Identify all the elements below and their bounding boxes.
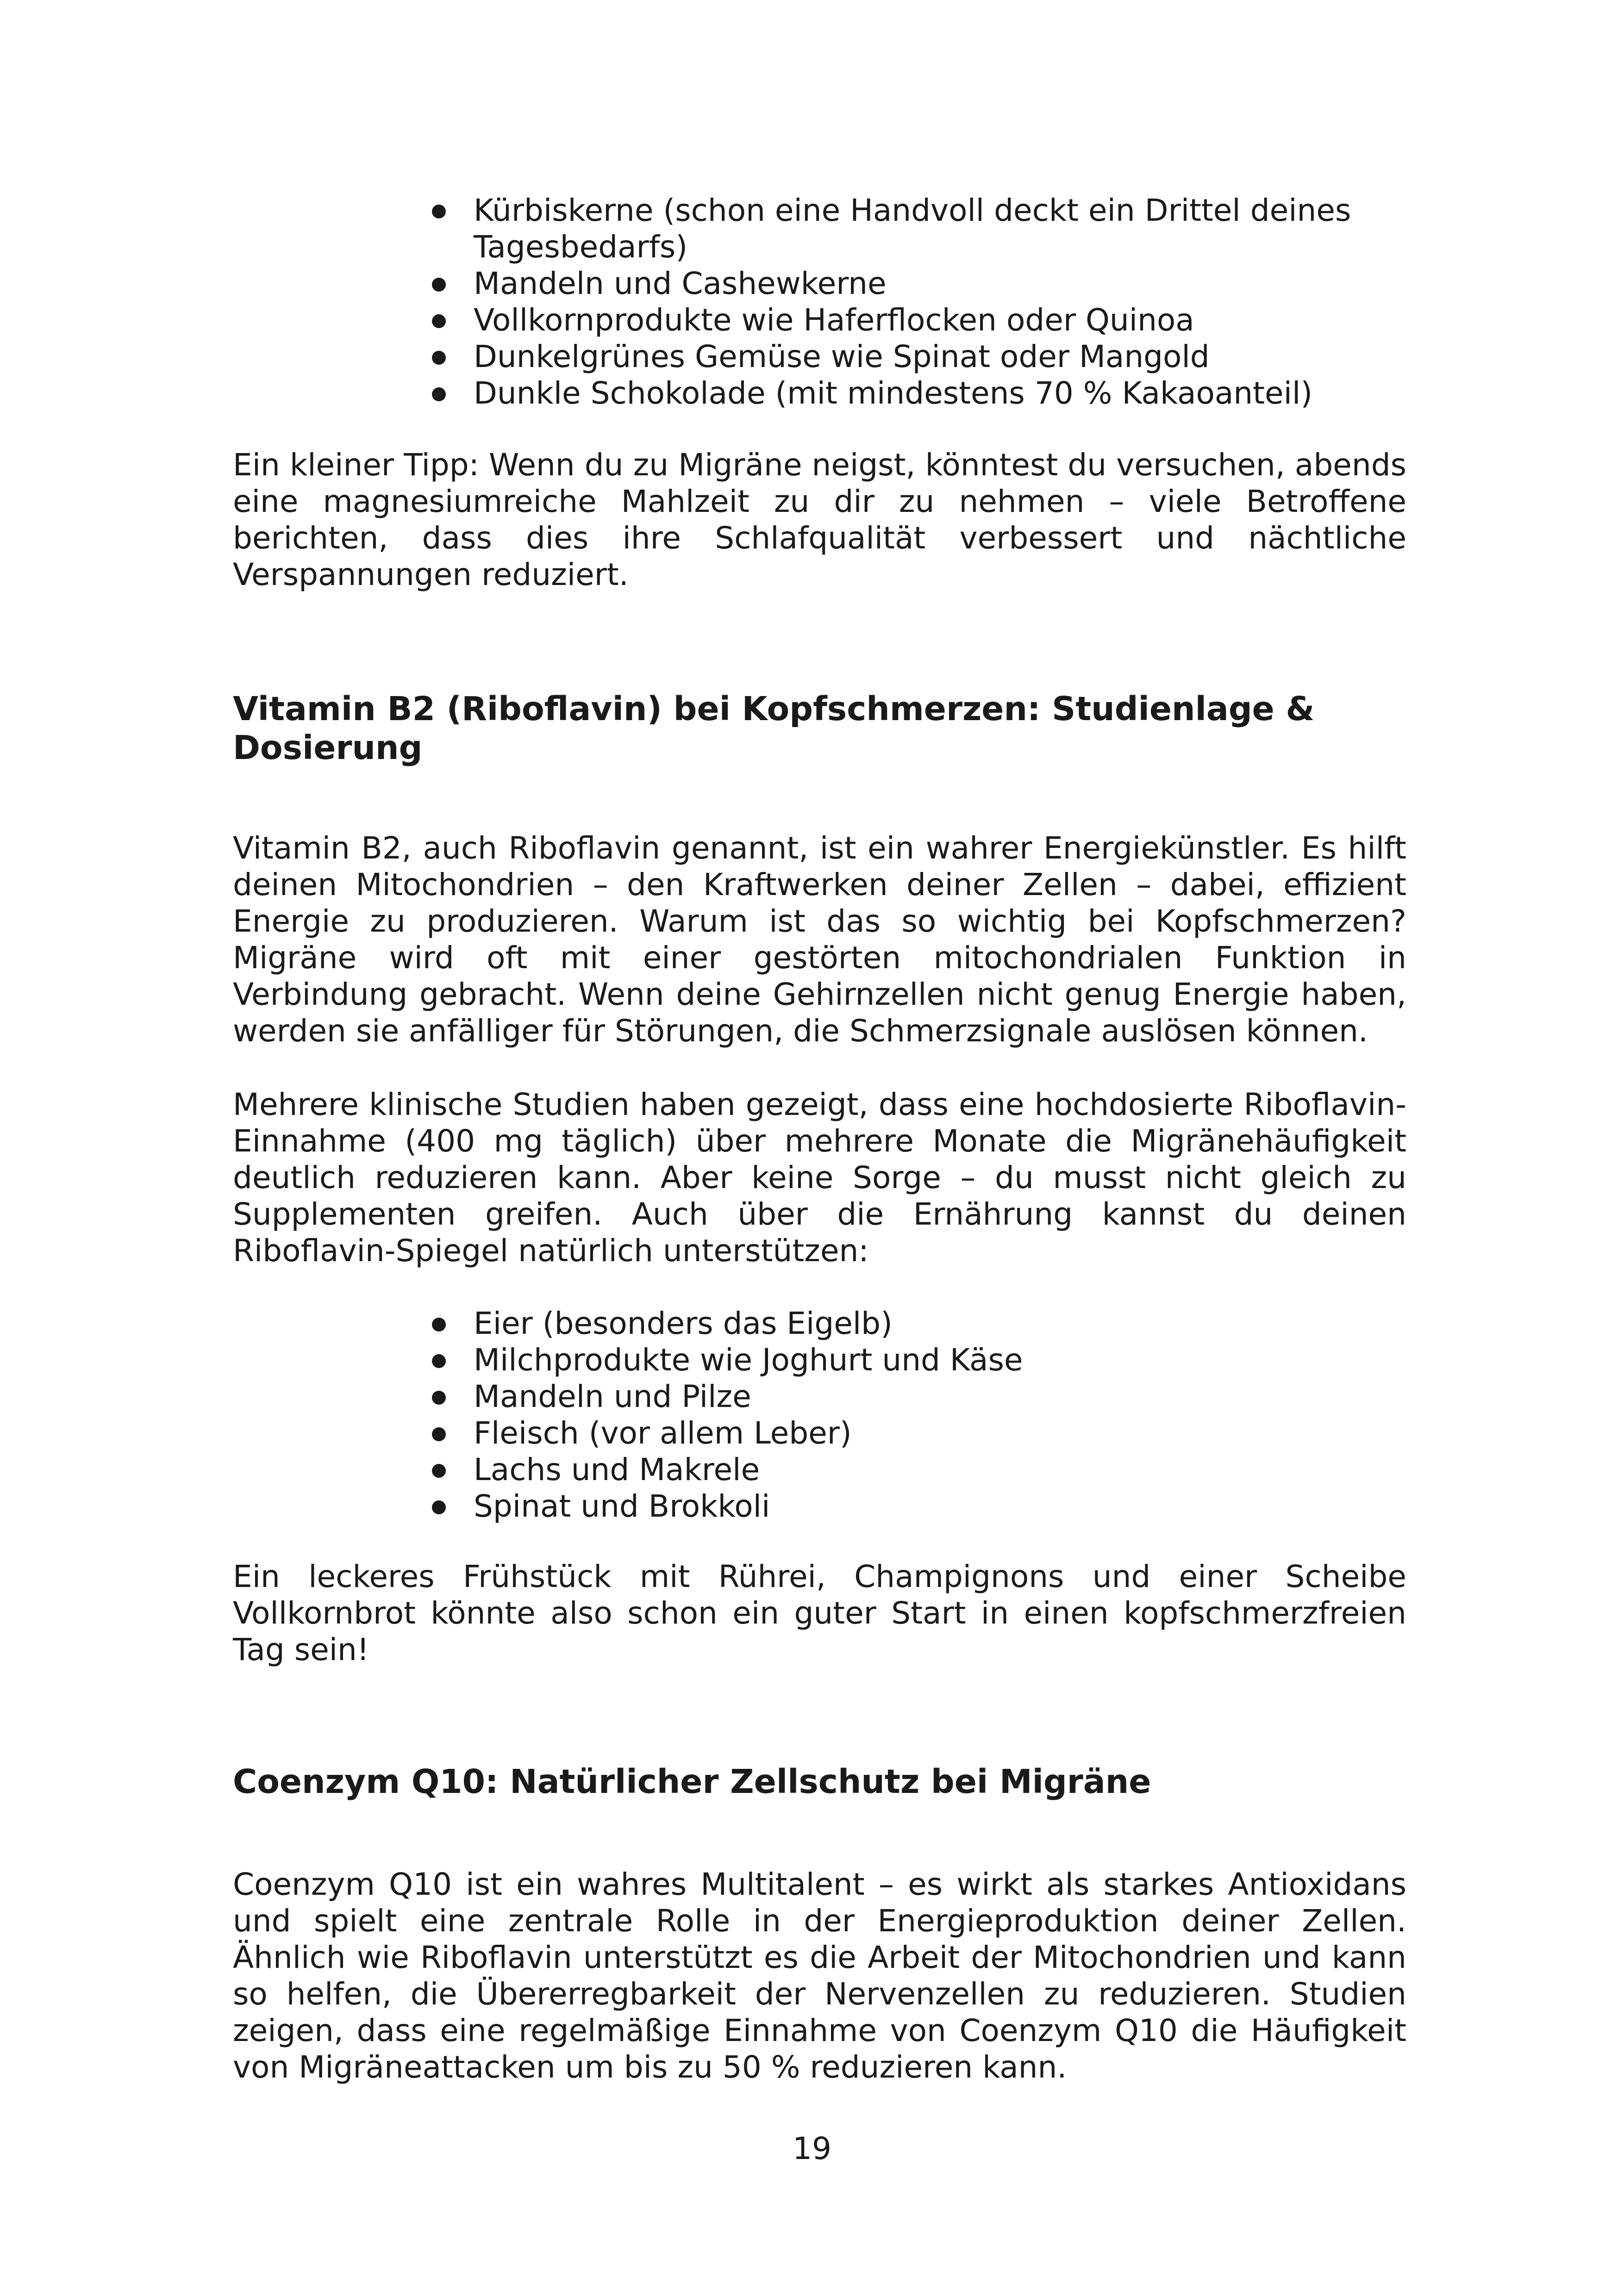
bullet-icon xyxy=(432,351,446,365)
bullet-icon xyxy=(432,1500,446,1514)
bullet-icon xyxy=(432,1318,446,1332)
bullet-icon xyxy=(432,1391,446,1405)
list-item: Milchprodukte wie Joghurt und Käse xyxy=(431,1342,1412,1378)
tip-paragraph: Ein kleiner Tipp: Wenn du zu Migräne neigst, könntest du versuchen, abends eine magnesiumreiche Mahlzeit zu dir zu nehmen – viele Betroffene berichten, dass dies ihre Schlafqualität verbessert und nächtliche Verspannungen reduziert. xyxy=(233,447,1406,592)
bullet-icon xyxy=(432,1354,446,1368)
list-item: Fleisch (vor allem Leber) xyxy=(431,1415,1412,1451)
bullet-icon xyxy=(432,1464,446,1478)
bullet-icon xyxy=(432,387,446,401)
section-heading-vitamin-b2: Vitamin B2 (Riboflavin) bei Kopfschmerzen: Studienlage & Dosierung xyxy=(233,690,1315,767)
section-heading-coenzym-q10: Coenzym Q10: Natürlicher Zellschutz bei Migräne xyxy=(233,1762,1151,1801)
b2-paragraph-2: Mehrere klinische Studien haben gezeigt, dass eine hochdosierte Riboflavin-Einnahme (400 mg täglich) über mehrere Monate die Migränehäufigkeit deutlich reduzieren kann. Aber keine Sorge – du musst nicht gleich zu Supplementen greifen. Auch über die Ernährung kannst du deinen Riboflavin-Spiegel natürlich unterstützen: xyxy=(233,1087,1406,1269)
q10-paragraph-1: Coenzym Q10 ist ein wahres Multitalent – es wirkt als starkes Antioxidans und spielt eine zentrale Rolle in der Energieproduktion deiner Zellen. Ähnlich wie Riboflavin unterstützt es die Arbeit der Mitochondrien und kann so helfen, die Übererregbarkeit der Nervenzellen zu reduzieren. Studien zeigen, dass eine regelmäßige Einnahme von Coenzym Q10 die Häufigkeit von Migräneattacken um bis zu 50 % reduzieren kann. xyxy=(233,1867,1406,2085)
list-item: Lachs und Makrele xyxy=(431,1451,1412,1488)
riboflavin-food-list xyxy=(431,1305,1412,1524)
bullet-icon xyxy=(432,205,446,218)
list-item: Kürbiskerne (schon eine Handvoll deckt ein Drittel deines Tagesbedarfs) xyxy=(431,192,1412,265)
list-item: Dunkle Schokolade (mit mindestens 70 % Kakaoanteil) xyxy=(431,375,1412,411)
b2-paragraph-3: Ein leckeres Frühstück mit Rührei, Champignons und einer Scheibe Vollkornbrot könnte also schon ein guter Start in einen kopfschmerzfreien Tag sein! xyxy=(233,1559,1406,1668)
bullet-icon xyxy=(432,1427,446,1441)
list-item: Dunkelgrünes Gemüse wie Spinat oder Mangold xyxy=(431,338,1412,375)
list-item: Mandeln und Cashewkerne xyxy=(431,265,1412,302)
list-item: Vollkornprodukte wie Haferflocken oder Quinoa xyxy=(431,302,1412,338)
list-item: Eier (besonders das Eigelb) xyxy=(431,1305,1412,1342)
list-item: Mandeln und Pilze xyxy=(431,1378,1412,1415)
bullet-icon xyxy=(432,278,446,292)
page-number: 19 xyxy=(793,2131,831,2166)
b2-paragraph-1: Vitamin B2, auch Riboflavin genannt, ist ein wahrer Energiekünstler. Es hilft deinen Mitochondrien – den Kraftwerken deiner Zellen – dabei, effizient Energie zu produzieren. Warum ist das so wichtig bei Kopfschmerzen? Migräne wird oft mit einer gestörten mitochondrialen Funktion in Verbindung gebracht. Wenn deine Gehirnzellen nicht genug Energie haben, werden sie anfälliger für Störungen, die Schmerzsignale auslösen können. xyxy=(233,830,1406,1049)
list-item: Spinat und Brokkoli xyxy=(431,1488,1412,1524)
magnesium-food-list xyxy=(431,192,1412,411)
bullet-icon xyxy=(432,314,446,328)
